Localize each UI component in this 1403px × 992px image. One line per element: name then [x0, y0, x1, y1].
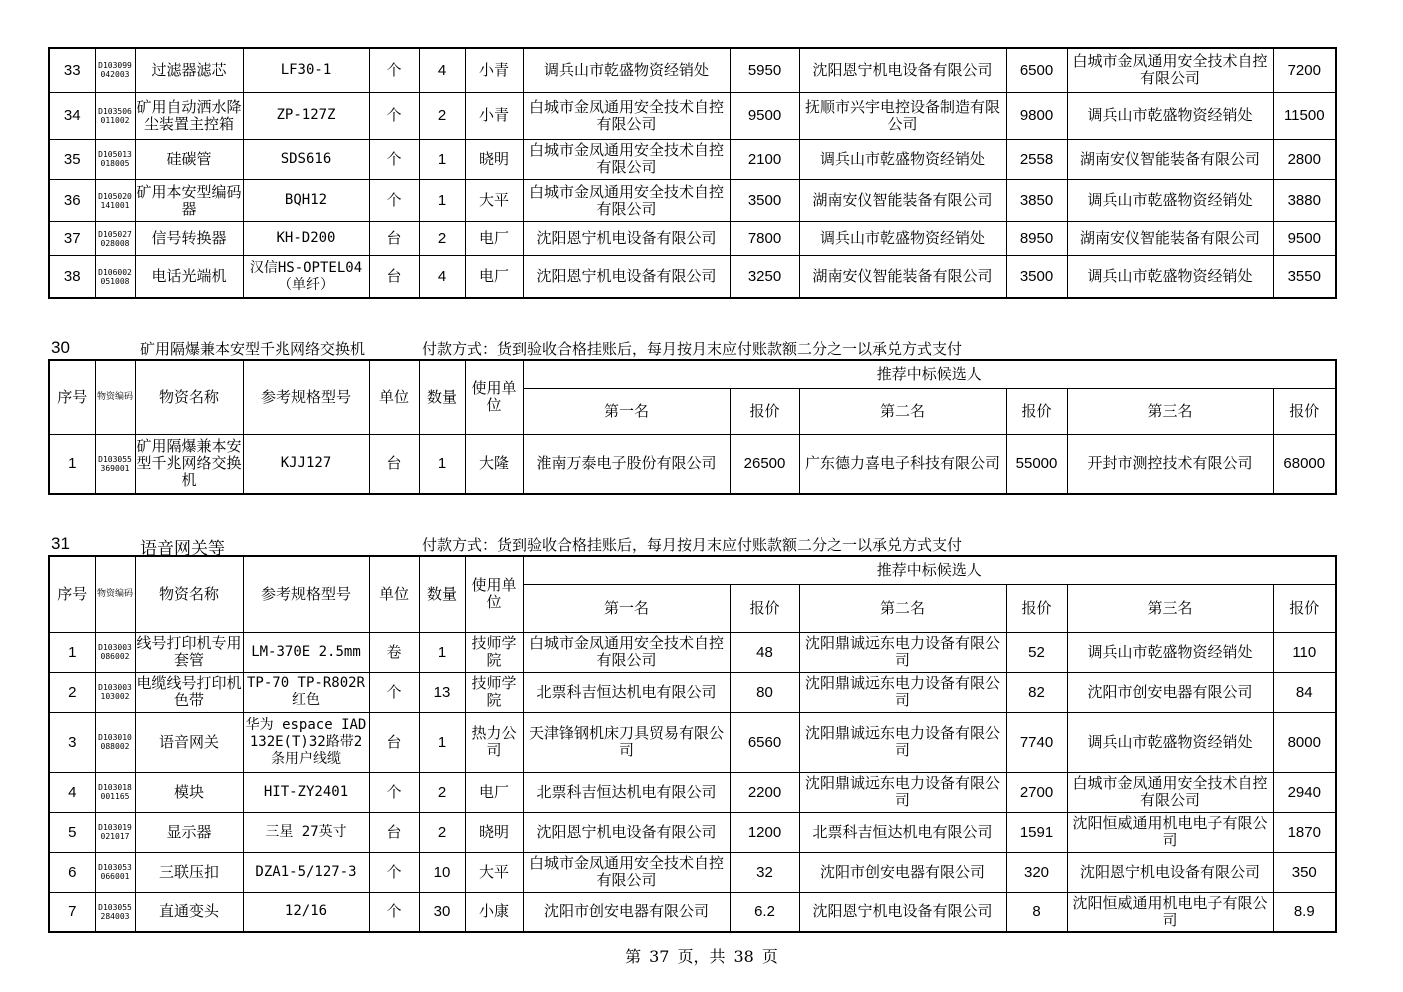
- table-row: [49, 772, 1336, 812]
- row-third-price: 110: [1273, 632, 1336, 672]
- row-qty: 1: [419, 712, 465, 772]
- row-code: D105013 018005: [95, 139, 135, 179]
- row-user: 小康: [465, 892, 523, 932]
- row-code: D103099 042003: [95, 48, 135, 92]
- row-name: 显示器: [135, 812, 243, 852]
- row-qty: 4: [419, 256, 465, 298]
- row-user: 电厂: [465, 772, 523, 812]
- footer-prefix: 第: [625, 947, 642, 966]
- row-name: 矿用隔爆兼本安型千兆网络交换机: [135, 434, 243, 494]
- row-unit: 卷: [369, 632, 419, 672]
- row-second-price: 1591: [1006, 812, 1067, 852]
- row-spec: ZP-127Z: [243, 92, 369, 139]
- row-code: D103010 088002: [95, 712, 135, 772]
- row-second-candidate: 抚顺市兴宇电控设备制造有限公司: [799, 92, 1006, 139]
- header-qty: 数量: [419, 556, 465, 632]
- row-first-candidate: 调兵山市乾盛物资经销处: [523, 48, 730, 92]
- row-second-candidate: 沈阳鼎诚远东电力设备有限公司: [799, 672, 1006, 712]
- row-third-price: 350: [1273, 852, 1336, 892]
- row-seq: 36: [49, 179, 95, 221]
- row-user: 电厂: [465, 256, 523, 298]
- header-user: 使用单位: [465, 556, 523, 632]
- header-price: 报价: [1273, 388, 1336, 434]
- table-row: [49, 434, 1336, 494]
- section-31-header: [48, 534, 1335, 559]
- row-first-price: 3500: [730, 179, 799, 221]
- row-seq: 33: [49, 48, 95, 92]
- row-spec: SDS616: [243, 139, 369, 179]
- header-code: 物资编码: [95, 360, 135, 434]
- row-seq: 34: [49, 92, 95, 139]
- row-qty: 2: [419, 772, 465, 812]
- table-row: [49, 852, 1336, 892]
- table-row: [49, 672, 1336, 712]
- row-first-price: 32: [730, 852, 799, 892]
- row-seq: 37: [49, 222, 95, 256]
- row-first-price: 9500: [730, 92, 799, 139]
- row-spec: LM-370E 2.5mm: [243, 632, 369, 672]
- row-code: D106002 051008: [95, 256, 135, 298]
- row-spec: 华为 espace IAD132E(T)32路带2条用户线缆: [243, 712, 369, 772]
- row-first-candidate: 沈阳恩宁机电设备有限公司: [523, 222, 730, 256]
- row-user: 热力公司: [465, 712, 523, 772]
- header-name: 物资名称: [135, 360, 243, 434]
- row-second-price: 2558: [1006, 139, 1067, 179]
- row-third-price: 8000: [1273, 712, 1336, 772]
- row-third-price: 1870: [1273, 812, 1336, 852]
- row-first-price: 7800: [730, 222, 799, 256]
- row-seq: 2: [49, 672, 95, 712]
- header-user: 使用单位: [465, 360, 523, 434]
- table-row: [49, 222, 1336, 256]
- row-second-candidate: 调兵山市乾盛物资经销处: [799, 222, 1006, 256]
- row-second-candidate: 沈阳鼎诚远东电力设备有限公司: [799, 712, 1006, 772]
- header-price: 报价: [730, 584, 799, 632]
- header-price: 报价: [730, 388, 799, 434]
- row-third-candidate: 沈阳恒威通用机电电子有限公司: [1067, 892, 1273, 932]
- row-seq: 5: [49, 812, 95, 852]
- row-second-price: 2700: [1006, 772, 1067, 812]
- row-name: 直通变头: [135, 892, 243, 932]
- header-unit: 单位: [369, 556, 419, 632]
- table-row: [49, 632, 1336, 672]
- row-spec: LF30-1: [243, 48, 369, 92]
- row-first-candidate: 白城市金凤通用安全技术自控有限公司: [523, 92, 730, 139]
- row-third-price: 2800: [1273, 139, 1336, 179]
- table-row: [49, 139, 1336, 179]
- row-third-price: 11500: [1273, 92, 1336, 139]
- row-qty: 2: [419, 812, 465, 852]
- row-third-price: 3880: [1273, 179, 1336, 221]
- row-first-candidate: 天津锋钢机床刀具贸易有限公司: [523, 712, 730, 772]
- header-second: 第二名: [799, 388, 1006, 434]
- table-section-31: [48, 555, 1337, 933]
- row-first-price: 5950: [730, 48, 799, 92]
- row-third-price: 9500: [1273, 222, 1336, 256]
- row-qty: 30: [419, 892, 465, 932]
- row-seq: 3: [49, 712, 95, 772]
- section-number: 30: [51, 338, 70, 357]
- row-second-price: 9800: [1006, 92, 1067, 139]
- row-spec: 三星 27英寸: [243, 812, 369, 852]
- row-spec: HIT-ZY2401: [243, 772, 369, 812]
- row-qty: 4: [419, 48, 465, 92]
- header-price: 报价: [1273, 584, 1336, 632]
- row-third-candidate: 湖南安仪智能装备有限公司: [1067, 139, 1273, 179]
- row-third-candidate: 沈阳恩宁机电设备有限公司: [1067, 852, 1273, 892]
- table-row: [49, 712, 1336, 772]
- row-name: 矿用本安型编码器: [135, 179, 243, 221]
- row-name: 硅碳管: [135, 139, 243, 179]
- payment-terms: 付款方式：货到验收合格挂账后，每月按月末应付账款额二分之一以承兑方式支付: [422, 536, 963, 554]
- row-code: D103003 086002: [95, 632, 135, 672]
- row-seq: 1: [49, 632, 95, 672]
- row-name: 三联压扣: [135, 852, 243, 892]
- row-qty: 2: [419, 92, 465, 139]
- row-first-price: 6560: [730, 712, 799, 772]
- row-seq: 35: [49, 139, 95, 179]
- row-second-price: 82: [1006, 672, 1067, 712]
- payment-terms: 付款方式：货到验收合格挂账后，每月按月末应付账款额二分之一以承兑方式支付: [422, 340, 963, 358]
- row-code: D103053 066001: [95, 852, 135, 892]
- row-spec: TP-70 TP-R802R红色: [243, 672, 369, 712]
- row-qty: 1: [419, 139, 465, 179]
- row-qty: 2: [419, 222, 465, 256]
- row-third-candidate: 沈阳市创安电器有限公司: [1067, 672, 1273, 712]
- row-third-price: 2940: [1273, 772, 1336, 812]
- header-code: 物资编码: [95, 556, 135, 632]
- header-first: 第一名: [523, 584, 730, 632]
- row-third-price: 3550: [1273, 256, 1336, 298]
- row-unit: 个: [369, 772, 419, 812]
- header-unit: 单位: [369, 360, 419, 434]
- row-unit: 个: [369, 892, 419, 932]
- row-first-candidate: 沈阳恩宁机电设备有限公司: [523, 256, 730, 298]
- row-unit: 个: [369, 92, 419, 139]
- row-second-price: 52: [1006, 632, 1067, 672]
- row-first-candidate: 白城市金凤通用安全技术自控有限公司: [523, 139, 730, 179]
- row-user: 小青: [465, 48, 523, 92]
- footer-suffix: 页: [761, 947, 778, 966]
- header-group: 推荐中标候选人: [523, 360, 1336, 388]
- header-seq: 序号: [49, 556, 95, 632]
- footer-total: 38: [733, 947, 754, 966]
- row-first-candidate: 沈阳市创安电器有限公司: [523, 892, 730, 932]
- row-first-candidate: 白城市金凤通用安全技术自控有限公司: [523, 179, 730, 221]
- row-user: 大平: [465, 179, 523, 221]
- table-row: [49, 812, 1336, 852]
- footer-page: 37: [649, 947, 670, 966]
- section-title: 矿用隔爆兼本安型千兆网络交换机: [140, 340, 366, 358]
- row-unit: 个: [369, 179, 419, 221]
- table-row: [49, 48, 1336, 92]
- row-second-price: 3850: [1006, 179, 1067, 221]
- row-code: D103019 021017: [95, 812, 135, 852]
- header-spec: 参考规格型号: [243, 360, 369, 434]
- section-number: 31: [51, 534, 70, 553]
- row-first-candidate: 北票科吉恒达机电有限公司: [523, 672, 730, 712]
- row-code: D103003 103002: [95, 672, 135, 712]
- row-name: 信号转换器: [135, 222, 243, 256]
- row-second-price: 320: [1006, 852, 1067, 892]
- row-spec: KH-D200: [243, 222, 369, 256]
- row-third-candidate: 湖南安仪智能装备有限公司: [1067, 222, 1273, 256]
- row-code: D103018 001165: [95, 772, 135, 812]
- row-second-candidate: 北票科吉恒达机电有限公司: [799, 812, 1006, 852]
- row-name: 模块: [135, 772, 243, 812]
- row-user: 大隆: [465, 434, 523, 494]
- row-third-candidate: 沈阳恒威通用机电电子有限公司: [1067, 812, 1273, 852]
- row-third-candidate: 白城市金凤通用安全技术自控有限公司: [1067, 48, 1273, 92]
- row-second-candidate: 湖南安仪智能装备有限公司: [799, 179, 1006, 221]
- row-second-candidate: 广东德力喜电子科技有限公司: [799, 434, 1006, 494]
- table-section-30: [48, 359, 1337, 495]
- row-spec: 12/16: [243, 892, 369, 932]
- row-second-candidate: 沈阳恩宁机电设备有限公司: [799, 892, 1006, 932]
- row-first-candidate: 沈阳恩宁机电设备有限公司: [523, 812, 730, 852]
- row-first-price: 2200: [730, 772, 799, 812]
- row-unit: 个: [369, 672, 419, 712]
- row-third-candidate: 白城市金凤通用安全技术自控有限公司: [1067, 772, 1273, 812]
- header-third: 第三名: [1067, 584, 1273, 632]
- row-user: 电厂: [465, 222, 523, 256]
- header-group: 推荐中标候选人: [523, 556, 1336, 584]
- row-seq: 7: [49, 892, 95, 932]
- row-spec: KJJ127: [243, 434, 369, 494]
- row-unit: 台: [369, 256, 419, 298]
- header-qty: 数量: [419, 360, 465, 434]
- row-third-candidate: 调兵山市乾盛物资经销处: [1067, 256, 1273, 298]
- header-name: 物资名称: [135, 556, 243, 632]
- row-second-price: 6500: [1006, 48, 1067, 92]
- header-second: 第二名: [799, 584, 1006, 632]
- row-third-candidate: 调兵山市乾盛物资经销处: [1067, 92, 1273, 139]
- row-first-candidate: 淮南万泰电子股份有限公司: [523, 434, 730, 494]
- row-second-price: 7740: [1006, 712, 1067, 772]
- row-second-candidate: 湖南安仪智能装备有限公司: [799, 256, 1006, 298]
- row-first-candidate: 白城市金凤通用安全技术自控有限公司: [523, 632, 730, 672]
- row-second-candidate: 沈阳恩宁机电设备有限公司: [799, 48, 1006, 92]
- row-code: D105027 028008: [95, 222, 135, 256]
- header-spec: 参考规格型号: [243, 556, 369, 632]
- row-first-price: 6.2: [730, 892, 799, 932]
- row-user: 晓明: [465, 812, 523, 852]
- table-row: [49, 892, 1336, 932]
- row-user: 大平: [465, 852, 523, 892]
- row-seq: 6: [49, 852, 95, 892]
- row-first-price: 48: [730, 632, 799, 672]
- row-third-candidate: 调兵山市乾盛物资经销处: [1067, 632, 1273, 672]
- row-second-price: 3500: [1006, 256, 1067, 298]
- row-unit: 台: [369, 434, 419, 494]
- row-qty: 1: [419, 179, 465, 221]
- row-first-price: 2100: [730, 139, 799, 179]
- row-name: 过滤器滤芯: [135, 48, 243, 92]
- row-qty: 1: [419, 632, 465, 672]
- row-code: D103055 369001: [95, 434, 135, 494]
- table-row: [49, 92, 1336, 139]
- row-spec: 汉信HS-OPTEL04（单纤）: [243, 256, 369, 298]
- row-seq: 4: [49, 772, 95, 812]
- row-user: 晓明: [465, 139, 523, 179]
- row-second-price: 55000: [1006, 434, 1067, 494]
- row-code: D103506 011002: [95, 92, 135, 139]
- row-second-price: 8: [1006, 892, 1067, 932]
- row-user: 小青: [465, 92, 523, 139]
- row-second-candidate: 沈阳鼎诚远东电力设备有限公司: [799, 772, 1006, 812]
- row-third-price: 68000: [1273, 434, 1336, 494]
- header-price: 报价: [1006, 388, 1067, 434]
- section-30-header: [48, 338, 1335, 358]
- row-unit: 个: [369, 852, 419, 892]
- row-third-price: 84: [1273, 672, 1336, 712]
- row-unit: 个: [369, 139, 419, 179]
- row-first-price: 1200: [730, 812, 799, 852]
- row-code: D103055 284003: [95, 892, 135, 932]
- row-unit: 台: [369, 712, 419, 772]
- row-seq: 1: [49, 434, 95, 494]
- row-name: 语音网关: [135, 712, 243, 772]
- row-name: 矿用自动洒水降尘装置主控箱: [135, 92, 243, 139]
- row-first-candidate: 白城市金凤通用安全技术自控有限公司: [523, 852, 730, 892]
- row-code: D105020 141001: [95, 179, 135, 221]
- row-unit: 个: [369, 48, 419, 92]
- row-third-candidate: 开封市测控技术有限公司: [1067, 434, 1273, 494]
- row-third-price: 7200: [1273, 48, 1336, 92]
- row-second-price: 8950: [1006, 222, 1067, 256]
- row-name: 电话光端机: [135, 256, 243, 298]
- row-first-price: 26500: [730, 434, 799, 494]
- row-first-candidate: 北票科吉恒达机电有限公司: [523, 772, 730, 812]
- row-second-candidate: 沈阳鼎诚远东电力设备有限公司: [799, 632, 1006, 672]
- row-qty: 13: [419, 672, 465, 712]
- row-spec: BQH12: [243, 179, 369, 221]
- table-top: [48, 47, 1337, 299]
- row-user: 技师学院: [465, 672, 523, 712]
- row-unit: 台: [369, 812, 419, 852]
- row-qty: 10: [419, 852, 465, 892]
- row-third-candidate: 调兵山市乾盛物资经销处: [1067, 712, 1273, 772]
- row-user: 技师学院: [465, 632, 523, 672]
- header-price: 报价: [1006, 584, 1067, 632]
- row-name: 线号打印机专用套管: [135, 632, 243, 672]
- table-row: [49, 179, 1336, 221]
- row-seq: 38: [49, 256, 95, 298]
- header-third: 第三名: [1067, 388, 1273, 434]
- section-title: 语音网关等: [140, 539, 225, 559]
- row-second-candidate: 沈阳市创安电器有限公司: [799, 852, 1006, 892]
- row-unit: 台: [369, 222, 419, 256]
- row-second-candidate: 调兵山市乾盛物资经销处: [799, 139, 1006, 179]
- row-first-price: 80: [730, 672, 799, 712]
- header-seq: 序号: [49, 360, 95, 434]
- footer-mid: 页，共: [677, 947, 726, 966]
- header-first: 第一名: [523, 388, 730, 434]
- row-third-candidate: 调兵山市乾盛物资经销处: [1067, 179, 1273, 221]
- row-third-price: 8.9: [1273, 892, 1336, 932]
- row-name: 电缆线号打印机色带: [135, 672, 243, 712]
- row-qty: 1: [419, 434, 465, 494]
- page-footer: [0, 944, 1403, 967]
- row-spec: DZA1-5/127-3: [243, 852, 369, 892]
- table-row: [49, 256, 1336, 298]
- row-first-price: 3250: [730, 256, 799, 298]
